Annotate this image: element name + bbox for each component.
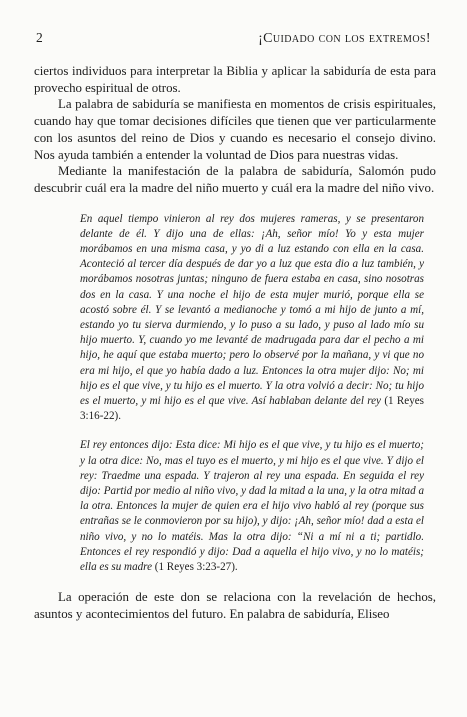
quote-text: En aquel tiempo vinieron al rey dos mujeres rameras, y se presentaron delante de él. Y dijo una de ellas: ¡Ah, señor mío! Yo y esta mujer morábamos en una misma casa, y yo di a luz estando con ella en la casa. Aconteció al tercer día después de dar yo a luz que esta dio a luz también, y morábamos nosotras juntas; ninguno de fuera estaba en casa, sino nosotras dos en la casa. Y una noche el hijo de esta mujer murió, porque ella se acostó sobre él. Y se levantó a medianoche y tomó a mi hijo de junto a mí, estando yo tu sierva durmiendo, y lo puso a su lado, y puso al lado mío su hijo muerto. Y, cuando yo me levanté de madrugada para dar el pecho a mi hijo, he aquí que estaba muerto; pero lo observé por la mañana, y vi que no era mi hijo, el que yo había dado a luz. Entonces la otra mujer dijo: No; mi hijo es el que vive, y tu hijo es el muerto. Y la otra volvió a decir: No; tu hijo es el muerto, y mi hijo es el que vive. Así hablaban delante del rey bbox=[80, 212, 424, 408]
quote-reference: (1 Reyes 3:16-22). bbox=[80, 395, 424, 423]
paragraph-solomon: Mediante la manifestación de la palabra de sabiduría, Salomón pudo descubrir cuál era la madre del niño muerto y cuál era la madre del niño vivo. bbox=[34, 164, 436, 195]
paragraph-wisdom: La palabra de sabiduría se manifiesta en momentos de crisis espirituales, cuando hay que tomar decisiones difíciles que tienen que ver particularmente con los asuntos del reino de Dios y cuando es necesario el consejo divino. Nos ayuda también a entender la voluntad de Dios para nuestras vidas. bbox=[34, 97, 436, 162]
running-header bbox=[36, 30, 431, 50]
quote-passage-2 bbox=[80, 438, 424, 575]
quote-text: El rey entonces dijo: Esta dice: Mi hijo es el que vive, y tu hijo es el muerto; y la otra dice: No, mas el tuyo es el muerto, y mi hijo es el que vive. Y dijo el rey: Traedme una espada. Y trajeron al rey una espada. En seguida el rey dijo: Partid por medio al niño vivo, y dad la mitad a la una, y la otra mitad a la otra. Entonces la mujer de quien era el hijo vivo habló al rey (porque sus entrañas se le conmovieron por su hijo), y dijo: ¡Ah, señor mío! dad a esta el niño vivo, y no lo matéis. Mas la otra dijo: “Ni a mí ni a ti; partidlo. Entonces el rey respondió y dijo: Dad a aquella el hijo vivo, y no lo matéis; ella es su madre bbox=[80, 439, 424, 574]
quote-passage-1 bbox=[80, 212, 424, 425]
paragraph-closing: La operación de este don se relaciona con la revelación de hechos, asuntos y acontecimientos del futuro. En palabra de sabiduría, Eliseo bbox=[34, 590, 436, 621]
block-quote bbox=[80, 212, 424, 576]
paragraph-continued: ciertos individuos para interpretar la Biblia y aplicar la sabiduría de esta para provecho espiritual de otros. bbox=[34, 64, 436, 95]
page-number: 2 bbox=[36, 30, 43, 45]
body-text bbox=[34, 63, 436, 623]
running-title: ¡Cuidado con los extremos! bbox=[258, 31, 431, 46]
quote-reference: (1 Reyes 3:23-27). bbox=[154, 561, 238, 574]
